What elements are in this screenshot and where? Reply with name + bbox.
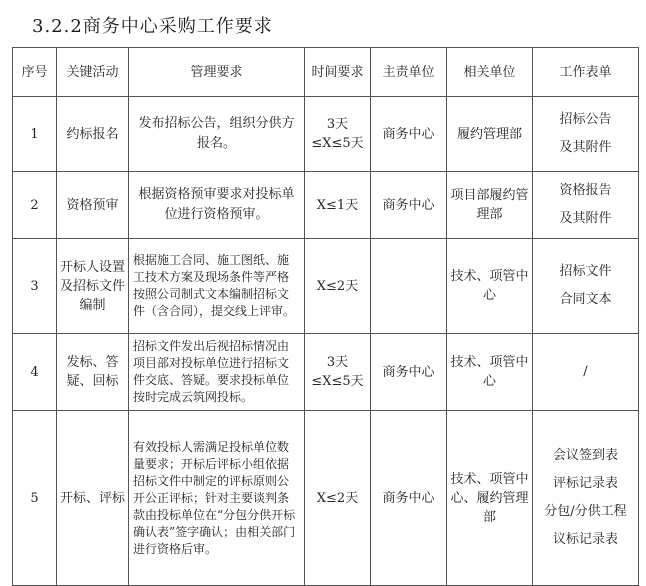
cell-owner: 商务中心	[371, 97, 447, 172]
header-requirement: 管理要求	[129, 48, 305, 97]
cell-forms	[533, 411, 639, 586]
cell-forms	[533, 239, 639, 334]
cell-activity: 资格预审	[57, 172, 129, 239]
header-activity: 关键活动	[57, 48, 129, 97]
form-item: 合同文本	[559, 292, 612, 307]
cell-owner: 商务中心	[371, 172, 447, 239]
cell-activity: 发标、答疑、回标	[57, 334, 129, 411]
cell-requirement: 发布招标公告，组织分供方报名。	[129, 97, 305, 172]
table-header-row	[13, 48, 639, 97]
cell-time: 3天≤X≤5天	[305, 97, 371, 172]
cell-requirement: 根据资格预审要求对投标单位进行资格预审。	[129, 172, 305, 239]
cell-activity: 开标人设置及招标文件编制	[57, 239, 129, 334]
form-item: 招标文件	[559, 264, 612, 279]
cell-no: 1	[13, 97, 57, 172]
header-related: 相关单位	[447, 48, 533, 97]
cell-related: 技术、项管中心、履约管理部	[447, 411, 533, 586]
cell-forms	[533, 172, 639, 239]
form-item: 招标公告	[559, 112, 612, 127]
cell-time: X≤2天	[305, 411, 371, 586]
cell-time: X≤2天	[305, 239, 371, 334]
form-item: 及其附件	[559, 140, 612, 155]
form-item: 会议签到表	[552, 448, 618, 463]
cell-requirement: 招标文件发出后视招标情况由项目部对投标单位进行招标文件交底、答疑。要求投标单位按时完成云筑网投标。	[129, 334, 305, 411]
cell-no: 2	[13, 172, 57, 239]
cell-related: 履约管理部	[447, 97, 533, 172]
cell-owner: 商务中心	[371, 411, 447, 586]
table-row	[13, 334, 639, 411]
form-item: 分包/分供工程	[544, 504, 627, 519]
table-row	[13, 411, 639, 586]
cell-no: 4	[13, 334, 57, 411]
cell-forms	[533, 334, 639, 411]
cell-activity: 开标、评标	[57, 411, 129, 586]
header-time: 时间要求	[305, 48, 371, 97]
form-item: 及其附件	[559, 211, 612, 226]
cell-related: 技术、项管中心	[447, 334, 533, 411]
table-row	[13, 172, 639, 239]
cell-time: X≤1天	[305, 172, 371, 239]
header-no: 序号	[13, 48, 57, 97]
cell-related: 项目部履约管理部	[447, 172, 533, 239]
form-item: /	[583, 364, 588, 379]
cell-related: 技术、项管中心	[447, 239, 533, 334]
cell-forms	[533, 97, 639, 172]
cell-requirement: 根据施工合同、施工图纸、施工技术方案及现场条件等严格按照公司制式文本编制招标文件（含合同），提交线上评审。	[129, 239, 305, 334]
cell-no: 3	[13, 239, 57, 334]
form-item: 议标记录表	[552, 532, 618, 547]
form-item: 资格报告	[559, 183, 612, 198]
cell-requirement: 有效投标人需满足投标单位数量要求；开标后评标小组依据招标文件中制定的评标原则公开公正评标；针对主要谈判条款由投标单位在“分包分供开标确认表”签字确认；由相关部门进行资格后审。	[129, 411, 305, 586]
section-heading: 3.2.2商务中心采购工作要求	[32, 16, 273, 37]
form-item: 评标记录表	[552, 476, 618, 491]
cell-activity: 约标报名	[57, 97, 129, 172]
cell-owner: 商务中心	[371, 334, 447, 411]
header-forms: 工作表单	[533, 48, 639, 97]
table-row	[13, 239, 639, 334]
table-row	[13, 97, 639, 172]
procurement-requirements-table	[12, 47, 639, 586]
header-owner: 主责单位	[371, 48, 447, 97]
cell-no: 5	[13, 411, 57, 586]
cell-time: 3天≤X≤5天	[305, 334, 371, 411]
cell-owner	[371, 239, 447, 334]
